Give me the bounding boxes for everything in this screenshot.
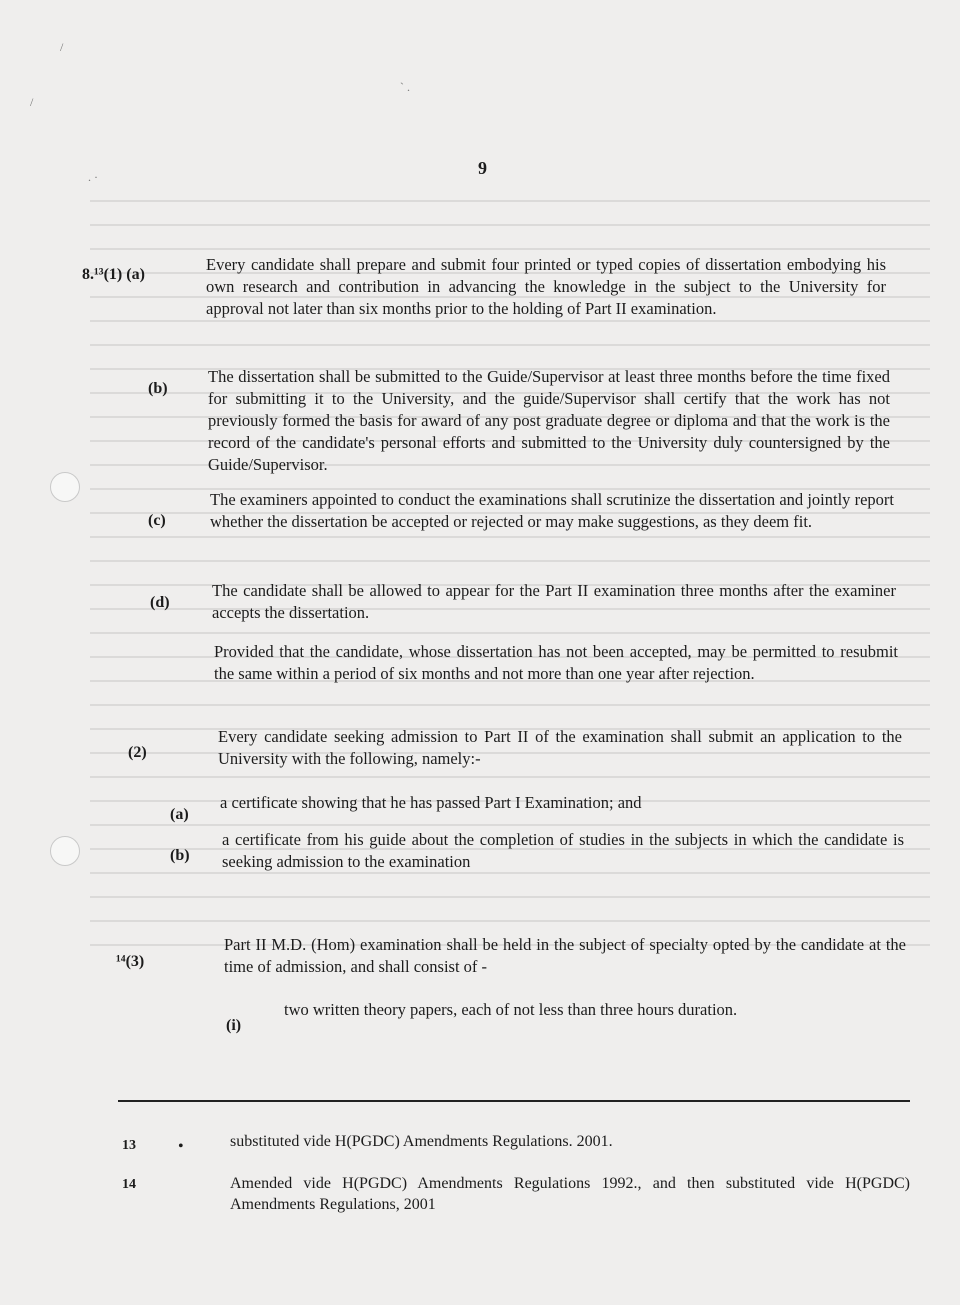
- clause-d-text: The candidate shall be allowed to appear for the Part II examination three months after the examiner accepts the dissertation.: [212, 581, 896, 622]
- footnote-marker: 13: [122, 1138, 136, 1153]
- clause-label-2-b: (b): [170, 847, 190, 864]
- clause-label-8-1-a: 8.¹³(1) (a): [82, 266, 145, 283]
- scan-speck: /: [60, 40, 64, 54]
- punch-hole: [50, 836, 80, 866]
- clause-c-text: The examiners appointed to conduct the examinations shall scrutinize the dissertation and jointly report whether the dissertation be accepted or rejected or may make suggestions, as they deem fit.: [210, 490, 894, 531]
- footnote-bullet: •: [178, 1138, 184, 1155]
- clause-label-3: ¹⁴(3): [116, 953, 145, 970]
- clause-2-text: Every candidate seeking admission to Part II of the examination shall submit an application to the University with the following, namely:-: [218, 727, 902, 768]
- clause-label-2-a: (a): [170, 806, 189, 823]
- clause-2-b-text: a certificate from his guide about the completion of studies in the subjects in which the candidate is seeking admission to the examination: [222, 830, 904, 871]
- proviso-text: Provided that the candidate, whose dissertation has not been accepted, may be permitted to resubmit the same within a period of six months and not more than one year after rejection.: [214, 642, 898, 683]
- clause-3-i-text: two written theory papers, each of not less than three hours duration.: [284, 1000, 738, 1019]
- scan-speck: . ·: [88, 170, 98, 184]
- clause-3-text: Part II M.D. (Hom) examination shall be held in the subject of specialty opted by the candidate at the time of admission, and shall consist of -: [224, 935, 906, 976]
- footnote-marker: 14: [122, 1177, 136, 1192]
- clause-8-1-a-text: Every candidate shall prepare and submit four printed or typed copies of dissertation embodying his own research and contribution in advancing the knowledge in the subject to the University for approval not later than six months prior to the holding of Part II examination.: [206, 255, 886, 318]
- clause-2-a-text: a certificate showing that he has passed Part I Examination; and: [220, 793, 642, 812]
- scan-speck: ` .: [400, 80, 410, 94]
- punch-hole: [50, 472, 80, 502]
- footnote-text: substituted vide H(PGDC) Amendments Regulations. 2001.: [230, 1133, 613, 1150]
- clause-label-2: (2): [128, 744, 147, 761]
- clause-label-d: (d): [150, 594, 170, 611]
- scan-speck: /: [30, 95, 34, 109]
- page-number: 9: [478, 158, 487, 178]
- clause-b-text: The dissertation shall be submitted to the Guide/Supervisor at least three months before the time fixed for submitting it to the University, and the guide/Supervisor shall certify that the work has not previously formed the basis for award of any post graduate degree or diploma and that the work is the record of the candidate's personal efforts and submitted to the University duly countersigned by the Guide/Supervisor.: [208, 367, 890, 474]
- clause-label-3-i: (i): [226, 1017, 242, 1034]
- footnote-rule: [118, 1100, 910, 1102]
- clause-label-c: (c): [148, 512, 166, 529]
- clause-label-b: (b): [148, 380, 168, 397]
- footnote-text: Amended vide H(PGDC) Amendments Regulations 1992., and then substituted vide H(PGDC) Amendments Regulations, 2001: [230, 1175, 910, 1213]
